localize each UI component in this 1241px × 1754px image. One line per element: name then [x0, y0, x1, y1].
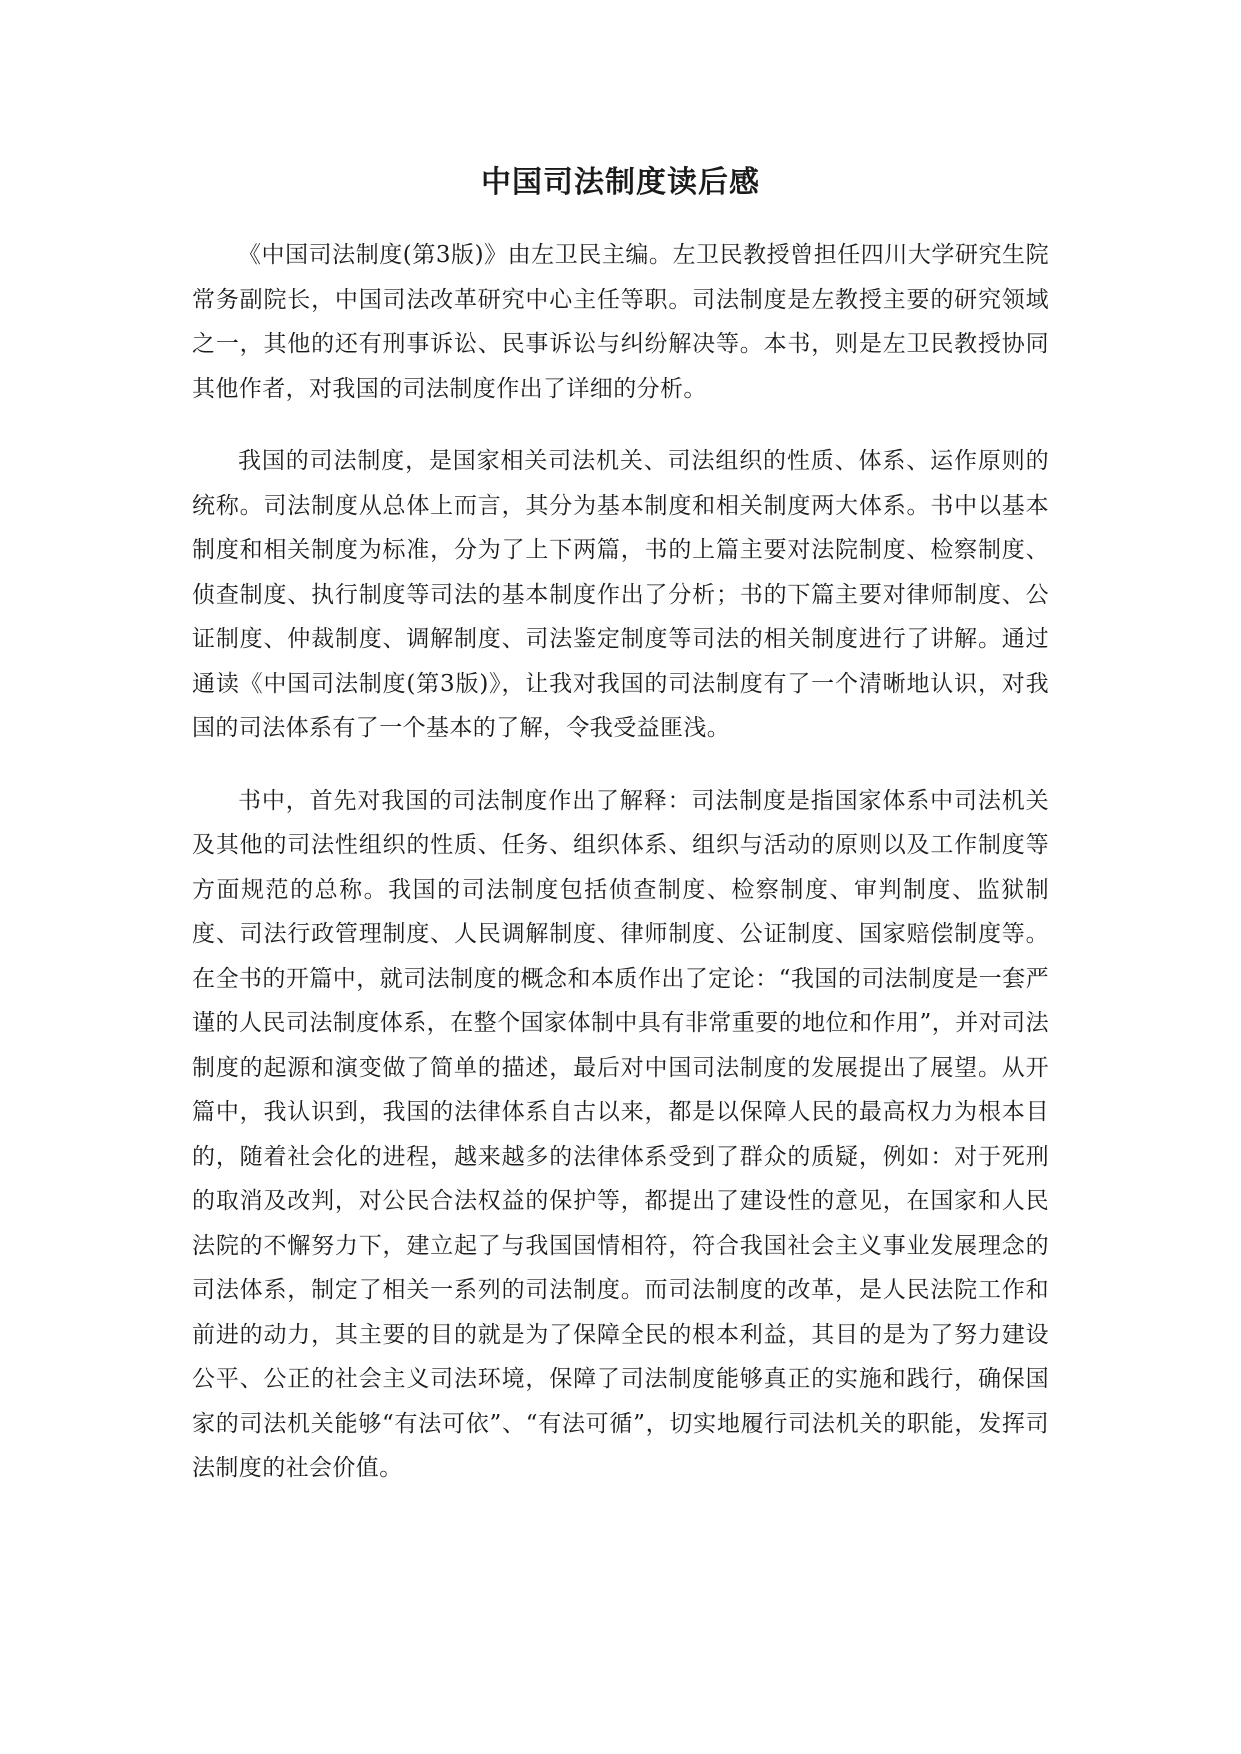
document-body: [192, 233, 1049, 1519]
document-title: 中国司法制度读后感: [481, 165, 760, 200]
paragraph-1: 《中国司法制度(第3版)》由左卫民主编。左卫民教授曾担任四川大学研究生院常务副院长，中国司法改革研究中心主任等职。司法制度是左教授主要的研究领域之一，其他的还有刑事诉讼、民事诉讼与纠纷解决等。本书，则是左卫民教授协同其他作者，对我国的司法制度作出了详细的分析。: [192, 242, 1049, 402]
paragraph-3: 书中，首先对我国的司法制度作出了解释：司法制度是指国家体系中司法机关及其他的司法性组织的性质、任务、组织体系、组织与活动的原则以及工作制度等方面规范的总称。我国的司法制度包括侦查制度、检察制度、审判制度、监狱制度、司法行政管理制度、人民调解制度、律师制度、公证制度、国家赔偿制度等。在全书的开篇中，就司法制度的概念和本质作出了定论：“我国的司法制度是一套严谨的人民司法制度体系，在整个国家体制中具有非常重要的地位和作用”，并对司法制度的起源和演变做了简单的描述，最后对中国司法制度的发展提出了展望。从开篇中，我认识到，我国的法律体系自古以来，都是以保障人民的最高权力为根本目的，随着社会化的进程，越来越多的法律体系受到了群众的质疑，例如：对于死刑的取消及改判，对公民合法权益的保护等，都提出了建设性的意见，在国家和人民法院的不懈努力下，建立起了与我国国情相符，符合我国社会主义事业发展理念的司法体系，制定了相关一系列的司法制度。而司法制度的改革，是人民法院工作和前进的动力，其主要的目的就是为了保障全民的根本利益，其目的是为了努力建设公平、公正的社会主义司法环境，保障了司法制度能够真正的实施和践行，确保国家的司法机关能够“有法可依”、“有法可循”，切实地履行司法机关的职能，发挥司法制度的社会价值。: [192, 787, 1049, 1481]
paragraph-2: 我国的司法制度，是国家相关司法机关、司法组织的性质、体系、运作原则的统称。司法制度从总体上而言，其分为基本制度和相关制度两大体系。书中以基本制度和相关制度为标准，分为了上下两篇，书的上篇主要对法院制度、检察制度、侦查制度、执行制度等司法的基本制度作出了分析；书的下篇主要对律师制度、公证制度、仲裁制度、调解制度、司法鉴定制度等司法的相关制度进行了讲解。通过通读《中国司法制度(第3版)》，让我对我国的司法制度有了一个清晰地认识，对我国的司法体系有了一个基本的了解，令我受益匪浅。: [192, 448, 1049, 741]
